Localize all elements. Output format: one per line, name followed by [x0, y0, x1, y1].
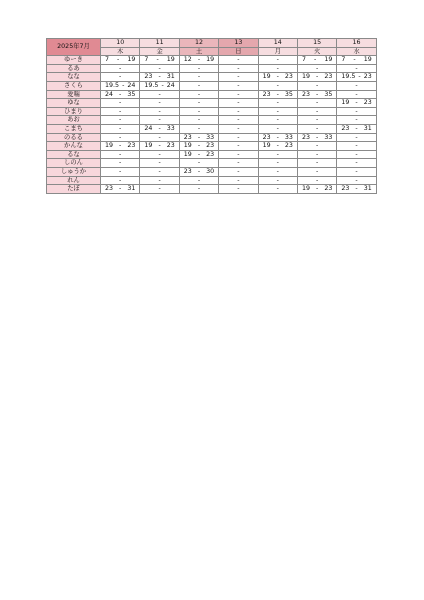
empty-shift-cell: - — [140, 90, 179, 99]
shift-end: 31 — [127, 185, 136, 193]
staff-name: あお — [47, 116, 101, 125]
table-row — [47, 99, 377, 108]
range-separator: - — [197, 133, 201, 141]
shift-end: 35 — [284, 90, 293, 98]
staff-name: こまち — [47, 124, 101, 133]
shift-end: 19 — [363, 56, 372, 64]
shift-time-cell — [297, 56, 336, 65]
empty-shift-cell: - — [140, 176, 179, 185]
table-row — [47, 90, 377, 99]
empty-shift-cell: - — [179, 124, 218, 133]
empty-shift-cell: - — [219, 159, 258, 168]
date-header: 11 — [140, 39, 179, 48]
staff-name: 愛喘 — [47, 90, 101, 99]
shift-time-cell — [337, 99, 376, 108]
shift-time-cell — [140, 81, 179, 90]
date-header: 16 — [337, 39, 376, 48]
empty-shift-cell: - — [258, 185, 297, 194]
empty-shift-cell: - — [337, 107, 376, 116]
empty-shift-cell: - — [101, 133, 140, 142]
shift-end: 19 — [127, 56, 136, 64]
date-header: 10 — [101, 39, 140, 48]
empty-shift-cell: - — [219, 167, 258, 176]
empty-shift-cell: - — [297, 99, 336, 108]
empty-shift-cell: - — [219, 176, 258, 185]
shift-time-cell — [140, 56, 179, 65]
empty-shift-cell: - — [101, 64, 140, 73]
staff-name: のるる — [47, 133, 101, 142]
empty-shift-cell: - — [101, 167, 140, 176]
range-separator: - — [316, 133, 319, 141]
empty-shift-cell: - — [101, 159, 140, 168]
empty-shift-cell: - — [101, 73, 140, 82]
empty-shift-cell: - — [297, 167, 336, 176]
empty-shift-cell: - — [258, 150, 297, 159]
range-separator: - — [117, 56, 120, 64]
empty-shift-cell: - — [337, 81, 376, 90]
empty-shift-cell: - — [219, 99, 258, 108]
staff-name: しのん — [47, 159, 101, 168]
shift-start: 23 — [341, 185, 350, 193]
shift-time-cell — [140, 73, 179, 82]
staff-name: なな — [47, 73, 101, 82]
empty-shift-cell: - — [219, 64, 258, 73]
weekday-header: 金 — [140, 47, 179, 56]
empty-shift-cell: - — [258, 124, 297, 133]
empty-shift-cell: - — [140, 167, 179, 176]
empty-shift-cell: - — [258, 116, 297, 125]
staff-name: れん — [47, 176, 101, 185]
shift-start: 23 — [144, 73, 153, 81]
shift-time-cell — [337, 73, 376, 82]
shift-time-cell — [179, 150, 218, 159]
shift-time-cell — [337, 124, 376, 133]
shift-end: 35 — [324, 90, 333, 98]
shift-time-cell — [179, 56, 218, 65]
shift-end: 23 — [324, 185, 333, 193]
shift-time-cell — [101, 81, 140, 90]
shift-start: 19 — [105, 142, 114, 150]
shift-end: 23 — [363, 99, 372, 107]
table-row — [47, 64, 377, 73]
shift-end: 35 — [127, 90, 136, 98]
shift-time-cell — [101, 142, 140, 151]
empty-shift-cell: - — [219, 185, 258, 194]
date-header: 12 — [179, 39, 218, 48]
empty-shift-cell: - — [258, 64, 297, 73]
empty-shift-cell: - — [219, 90, 258, 99]
shift-end: 33 — [166, 124, 175, 132]
shift-time-cell — [179, 142, 218, 151]
empty-shift-cell: - — [101, 107, 140, 116]
range-separator: - — [316, 73, 319, 81]
empty-shift-cell: - — [258, 176, 297, 185]
empty-shift-cell: - — [140, 116, 179, 125]
empty-shift-cell: - — [337, 90, 376, 99]
shift-start: 23 — [105, 185, 114, 193]
empty-shift-cell: - — [101, 99, 140, 108]
staff-name: かんな — [47, 142, 101, 151]
table-row — [47, 142, 377, 151]
table-row — [47, 133, 377, 142]
range-separator: - — [197, 167, 201, 175]
shift-start: 19 — [183, 150, 192, 158]
range-separator: - — [197, 150, 201, 158]
shift-time-cell — [179, 167, 218, 176]
shift-start: 12 — [183, 56, 192, 64]
shift-start: 7 — [105, 56, 110, 64]
shift-end: 24 — [166, 81, 175, 89]
shift-time-cell — [297, 73, 336, 82]
range-separator: - — [355, 124, 358, 132]
range-separator: - — [161, 81, 164, 89]
shift-end: 23 — [166, 142, 175, 150]
shift-start: 23 — [262, 133, 271, 141]
table-row — [47, 56, 377, 65]
empty-shift-cell: - — [297, 176, 336, 185]
month-label: 2025年7月 — [47, 39, 101, 56]
empty-shift-cell: - — [297, 124, 336, 133]
empty-shift-cell: - — [140, 150, 179, 159]
shift-end: 31 — [363, 124, 372, 132]
table-row — [47, 107, 377, 116]
shift-start: 19 — [262, 142, 271, 150]
shift-start: 19.5 — [105, 81, 120, 89]
empty-shift-cell: - — [337, 167, 376, 176]
shift-start: 23 — [301, 90, 310, 98]
staff-name: さくら — [47, 81, 101, 90]
empty-shift-cell: - — [219, 73, 258, 82]
empty-shift-cell: - — [258, 159, 297, 168]
empty-shift-cell: - — [219, 133, 258, 142]
empty-shift-cell: - — [140, 185, 179, 194]
empty-shift-cell: - — [337, 142, 376, 151]
empty-shift-cell: - — [297, 81, 336, 90]
shift-time-cell — [179, 133, 218, 142]
range-separator: - — [355, 185, 358, 193]
empty-shift-cell: - — [179, 81, 218, 90]
empty-shift-cell: - — [179, 64, 218, 73]
empty-shift-cell: - — [179, 185, 218, 194]
shift-start: 7 — [144, 56, 149, 64]
staff-name: るな — [47, 150, 101, 159]
shift-end: 24 — [127, 81, 136, 89]
weekday-header: 日 — [219, 47, 258, 56]
range-separator: - — [276, 142, 279, 150]
empty-shift-cell: - — [179, 107, 218, 116]
range-separator: - — [158, 124, 161, 132]
weekday-header: 火 — [297, 47, 336, 56]
shift-start: 19 — [183, 142, 192, 150]
empty-shift-cell: - — [258, 99, 297, 108]
empty-shift-cell: - — [337, 133, 376, 142]
shift-start: 7 — [341, 56, 346, 64]
shift-end: 33 — [284, 133, 293, 141]
shift-end: 23 — [206, 150, 215, 158]
range-separator: - — [355, 99, 358, 107]
table-row — [47, 81, 377, 90]
shift-end: 33 — [206, 133, 215, 141]
shift-end: 23 — [206, 142, 215, 150]
range-separator: - — [197, 56, 201, 64]
empty-shift-cell: - — [297, 107, 336, 116]
shift-start: 19 — [301, 73, 310, 81]
empty-shift-cell: - — [219, 124, 258, 133]
empty-shift-cell: - — [101, 116, 140, 125]
empty-shift-cell: - — [337, 150, 376, 159]
date-header: 15 — [297, 39, 336, 48]
empty-shift-cell: - — [297, 150, 336, 159]
shift-start: 19 — [262, 73, 271, 81]
staff-name: ゆな — [47, 99, 101, 108]
shift-time-cell — [258, 133, 297, 142]
shift-start: 7 — [301, 56, 306, 64]
empty-shift-cell: - — [140, 133, 179, 142]
range-separator: - — [119, 185, 122, 193]
empty-shift-cell: - — [179, 176, 218, 185]
empty-shift-cell: - — [219, 107, 258, 116]
shift-end: 23 — [284, 73, 293, 81]
shift-time-cell — [337, 56, 376, 65]
weekday-header: 木 — [101, 47, 140, 56]
shift-time-cell — [258, 90, 297, 99]
empty-shift-cell: - — [179, 159, 218, 168]
empty-shift-cell: - — [258, 167, 297, 176]
weekday-header: 月 — [258, 47, 297, 56]
staff-name: ひまり — [47, 107, 101, 116]
range-separator: - — [276, 73, 279, 81]
empty-shift-cell: - — [219, 142, 258, 151]
header-date-row — [47, 39, 377, 48]
empty-shift-cell: - — [337, 64, 376, 73]
empty-shift-cell: - — [179, 90, 218, 99]
empty-shift-cell: - — [297, 116, 336, 125]
table-row — [47, 185, 377, 194]
shift-time-cell — [101, 56, 140, 65]
empty-shift-cell: - — [140, 64, 179, 73]
shift-end: 23 — [324, 73, 333, 81]
shift-time-cell — [101, 90, 140, 99]
weekday-header: 水 — [337, 47, 376, 56]
range-separator: - — [158, 142, 161, 150]
empty-shift-cell: - — [258, 107, 297, 116]
empty-shift-cell: - — [258, 56, 297, 65]
empty-shift-cell: - — [140, 99, 179, 108]
shift-start: 19.5 — [341, 73, 356, 81]
staff-name: ゆーき — [47, 56, 101, 65]
range-separator: - — [119, 142, 122, 150]
shift-end: 33 — [324, 133, 333, 141]
shift-start: 23 — [262, 90, 271, 98]
table-row — [47, 116, 377, 125]
shift-end: 19 — [166, 56, 175, 64]
range-separator: - — [316, 90, 319, 98]
range-separator: - — [119, 90, 122, 98]
range-separator: - — [276, 133, 279, 141]
range-separator: - — [314, 56, 317, 64]
empty-shift-cell: - — [297, 142, 336, 151]
shift-start: 24 — [105, 90, 114, 98]
shift-start: 19 — [144, 142, 153, 150]
shift-end: 30 — [206, 167, 215, 175]
shift-time-cell — [297, 90, 336, 99]
range-separator: - — [122, 81, 125, 89]
empty-shift-cell: - — [337, 159, 376, 168]
empty-shift-cell: - — [179, 99, 218, 108]
empty-shift-cell: - — [101, 176, 140, 185]
shift-schedule-table — [46, 38, 377, 194]
shift-end: 19 — [324, 56, 333, 64]
shift-start: 23 — [183, 167, 192, 175]
shift-start: 23 — [183, 133, 192, 141]
shift-time-cell — [297, 133, 336, 142]
range-separator: - — [316, 185, 319, 193]
empty-shift-cell: - — [219, 81, 258, 90]
empty-shift-cell: - — [219, 56, 258, 65]
shift-time-cell — [140, 124, 179, 133]
empty-shift-cell: - — [101, 124, 140, 133]
range-separator: - — [276, 90, 279, 98]
empty-shift-cell: - — [140, 107, 179, 116]
shift-end: 23 — [363, 73, 372, 81]
shift-start: 19 — [301, 185, 310, 193]
shift-end: 23 — [127, 142, 136, 150]
shift-end: 31 — [363, 185, 372, 193]
date-header: 13 — [219, 39, 258, 48]
empty-shift-cell: - — [337, 176, 376, 185]
weekday-header: 土 — [179, 47, 218, 56]
shift-time-cell — [101, 185, 140, 194]
range-separator: - — [156, 56, 159, 64]
empty-shift-cell: - — [219, 116, 258, 125]
staff-name: たぼ — [47, 185, 101, 194]
range-separator: - — [158, 73, 161, 81]
range-separator: - — [358, 73, 361, 81]
shift-end: 31 — [166, 73, 175, 81]
shift-start: 19 — [341, 99, 350, 107]
shift-start: 19.5 — [144, 81, 159, 89]
shift-start: 23 — [301, 133, 310, 141]
shift-start: 24 — [144, 124, 153, 132]
range-separator: - — [197, 142, 201, 150]
range-separator: - — [353, 56, 356, 64]
staff-name: しゅうか — [47, 167, 101, 176]
shift-end: 23 — [284, 142, 293, 150]
shift-time-cell — [297, 185, 336, 194]
empty-shift-cell: - — [140, 159, 179, 168]
empty-shift-cell: - — [258, 81, 297, 90]
table-row — [47, 124, 377, 133]
staff-name: るあ — [47, 64, 101, 73]
table-row — [47, 176, 377, 185]
table-row — [47, 167, 377, 176]
table-row — [47, 150, 377, 159]
empty-shift-cell: - — [101, 150, 140, 159]
shift-time-cell — [258, 73, 297, 82]
shift-end: 19 — [206, 56, 215, 64]
empty-shift-cell: - — [179, 73, 218, 82]
empty-shift-cell: - — [337, 116, 376, 125]
shift-time-cell — [337, 185, 376, 194]
empty-shift-cell: - — [179, 116, 218, 125]
date-header: 14 — [258, 39, 297, 48]
table-row — [47, 73, 377, 82]
empty-shift-cell: - — [219, 150, 258, 159]
shift-time-cell — [258, 142, 297, 151]
empty-shift-cell: - — [297, 64, 336, 73]
shift-time-cell — [140, 142, 179, 151]
empty-shift-cell: - — [297, 159, 336, 168]
table-row — [47, 159, 377, 168]
shift-start: 23 — [341, 124, 350, 132]
